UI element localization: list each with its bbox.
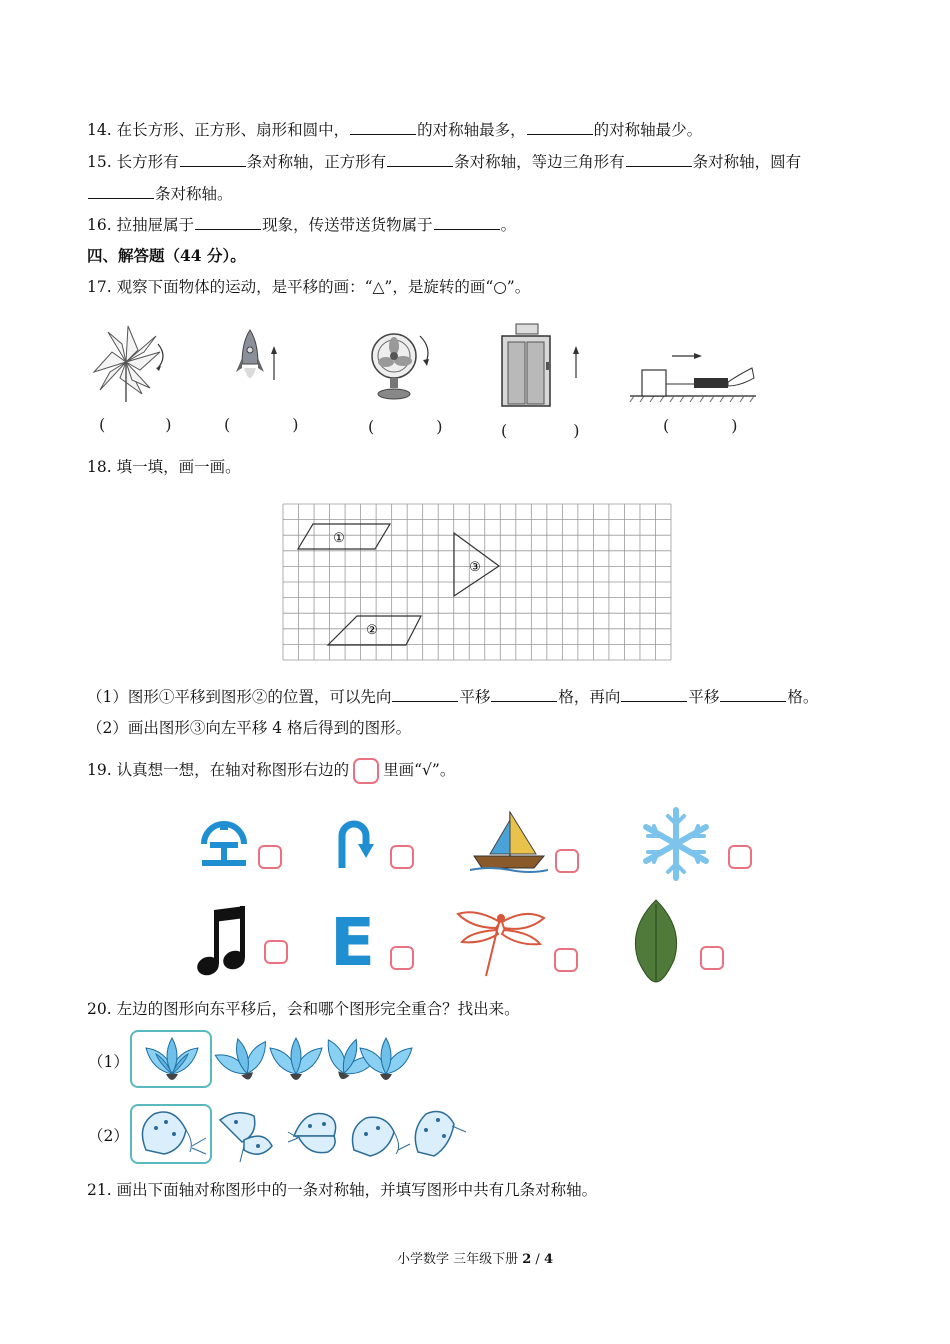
q20-label-1: （1） [88,1053,129,1071]
question-20: 20. 左边的图形向东平移后，会和哪个图形完全重合？找出来。 [87,1000,520,1018]
answer-blank[interactable] [195,215,261,230]
question-17: 17. 观察下面物体的运动，是平移的画：“△”，是旋转的画“○”。 [87,278,531,296]
check-box[interactable] [264,940,288,964]
check-box[interactable] [390,845,414,869]
rocket-icon [232,322,282,404]
page-number: 2 [522,1252,532,1267]
shape-label-3: ③ [469,560,481,575]
sailboat-icon [470,808,548,874]
grid-figure[interactable] [282,503,672,661]
answer-blank[interactable] [621,687,687,702]
sample-check-box [353,758,379,784]
fan-icon [368,322,438,404]
check-box[interactable] [554,948,578,972]
answer-blank[interactable] [350,120,416,135]
question-21: 21. 画出下面轴对称图形中的一条对称轴，并填写图形中共有几条对称轴。 [87,1181,598,1199]
page-footer: 小学数学 三年级下册 2 / 4 [396,1252,553,1267]
flower-row [134,1034,414,1088]
butterfly-row [134,1106,474,1166]
answer-paren[interactable]: ( ) [663,416,738,435]
pull-block-icon [628,346,758,404]
question-18-sub1: （1）图形①平移到图形②的位置，可以先向 平移 格，再向 平移 格。 [87,688,819,706]
u-turn-sign-icon [334,818,374,870]
shape-label-1: ① [333,531,345,546]
answer-paren[interactable]: ( ) [501,421,580,440]
dragonfly-icon [456,904,546,980]
question-16: 16. 拉抽屉属于 现象，传送带送货物属于 。 [87,216,517,234]
shape-label-2: ② [366,623,378,638]
answer-paren[interactable]: ( ) [368,417,443,436]
answer-blank[interactable] [180,152,246,167]
check-box[interactable] [390,946,414,970]
pinwheel-icon [88,322,170,404]
check-box[interactable] [555,849,579,873]
snowflake-icon [638,806,714,882]
check-box[interactable] [700,946,724,970]
section-heading: 四、解答题（44 分）。 [87,246,246,265]
question-19: 19. 认真想一想，在轴对称图形右边的 里画“√”。 [87,758,455,784]
question-15: 15. 长方形有 条对称轴，正方形有 条对称轴，等边三角形有 条对称轴，圆有 [87,153,802,171]
page-total: 4 [543,1252,553,1267]
check-box[interactable] [258,845,282,869]
question-15-cont: 条对称轴。 [87,184,233,204]
answer-blank[interactable] [491,687,557,702]
question-18: 18. 填一填，画一画。 [87,458,241,476]
answer-blank[interactable] [434,215,500,230]
q20-label-2: （2） [88,1127,129,1145]
question-14: 14. 在长方形、正方形、扇形和圆中， 的对称轴最多， 的对称轴最少。 [87,121,703,139]
answer-paren[interactable]: ( ) [99,415,172,434]
answer-blank[interactable] [88,184,154,199]
answer-blank[interactable] [626,152,692,167]
music-note-icon [196,904,252,982]
answer-blank[interactable] [527,120,593,135]
check-box[interactable] [728,845,752,869]
answer-paren[interactable]: ( ) [224,415,299,434]
answer-blank[interactable] [392,687,458,702]
letter-e: E [330,904,376,981]
answer-blank[interactable] [720,687,786,702]
answer-blank[interactable] [387,152,453,167]
elevator-icon [500,322,590,408]
question-18-sub2: （2）画出图形③向左平移 4 格后得到的图形。 [87,719,412,737]
leaf-icon [626,898,686,984]
station-sign-icon [196,818,254,870]
